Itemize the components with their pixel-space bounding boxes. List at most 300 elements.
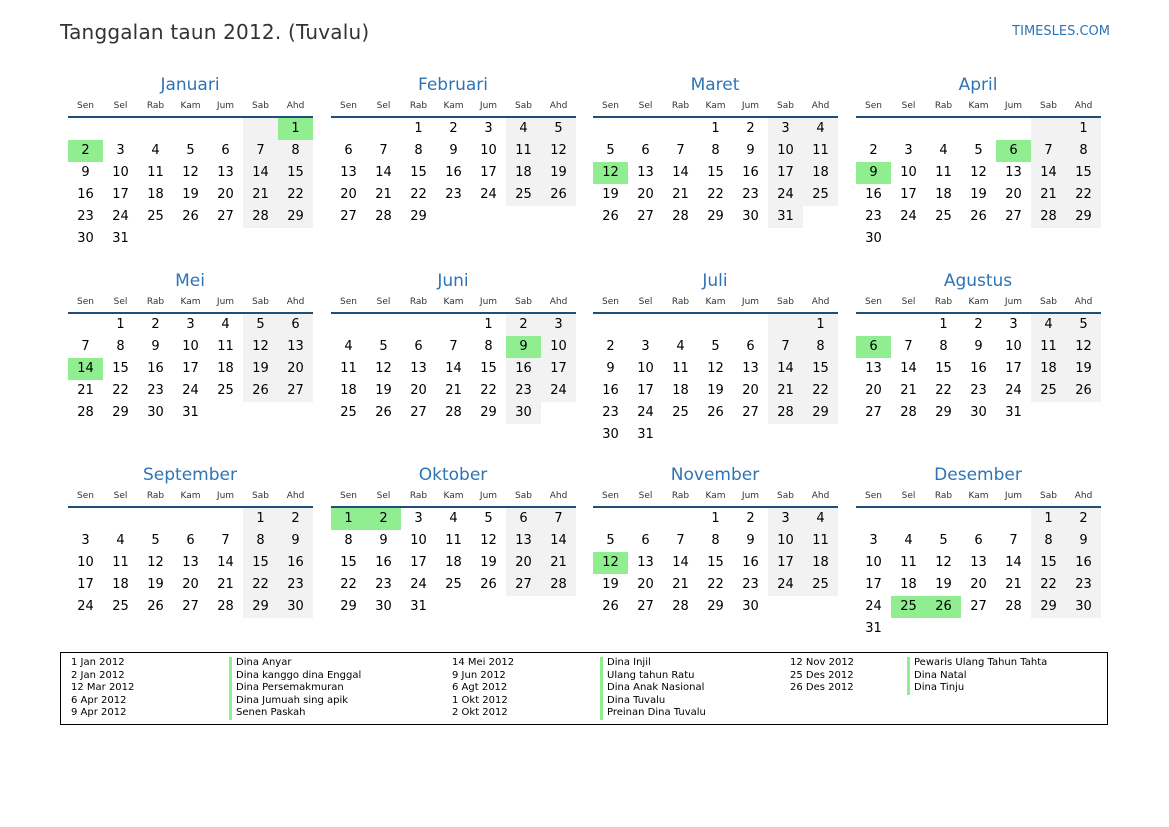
day-cell: 29 [935, 405, 952, 420]
day-cell: 28 [217, 599, 234, 614]
holiday-list [60, 652, 1108, 725]
day-cell: 17 [768, 162, 803, 184]
day-cell: 9 [449, 143, 458, 158]
empty-cell [173, 508, 208, 530]
day-cell: 13 [182, 555, 199, 570]
day-cell: 15 [803, 358, 838, 380]
weekday-label: Kam [968, 297, 989, 307]
day-cell: 28 [1005, 599, 1022, 614]
day-cell: 12 [970, 165, 987, 180]
day-cell: 5 [1066, 314, 1101, 336]
day-grid [68, 314, 313, 424]
day-cell: 16 [742, 555, 759, 570]
day-cell: 20 [1005, 187, 1022, 202]
day-cell: 20 [506, 552, 541, 574]
day-cell: 29 [278, 206, 313, 228]
day-cell: 18 [340, 383, 357, 398]
empty-cell [138, 508, 173, 530]
day-cell: 28 [77, 405, 94, 420]
day-grid [856, 508, 1101, 640]
month-name: Februari [418, 75, 488, 95]
day-cell: 7 [768, 336, 803, 358]
day-cell: 17 [865, 577, 882, 592]
weekday-label: Kam [180, 101, 201, 111]
holiday-names-col-3 [914, 657, 1047, 695]
day-cell: 13 [340, 165, 357, 180]
weekday-label: Kam [443, 297, 464, 307]
weekday-header [593, 488, 838, 504]
empty-cell [926, 118, 961, 140]
day-cell: 27 [340, 209, 357, 224]
holiday-name: Dina Anyar [236, 657, 292, 668]
day-cell: 30 [1066, 596, 1101, 618]
day-cell: 5 [484, 511, 493, 526]
day-cell: 11 [803, 530, 838, 552]
month-11 [593, 464, 838, 618]
holiday-day-cell: 14 [68, 358, 103, 380]
day-cell: 12 [935, 555, 952, 570]
weekday-label: Ahd [1074, 101, 1093, 111]
day-cell: 20 [340, 187, 357, 202]
day-cell: 26 [480, 577, 497, 592]
weekday-label: Jum [479, 101, 498, 111]
day-cell: 2 [869, 143, 878, 158]
day-cell: 3 [904, 143, 913, 158]
day-cell: 20 [182, 577, 199, 592]
empty-cell [856, 314, 891, 336]
day-cell: 1 [711, 511, 720, 526]
weekday-label: Jum [216, 101, 235, 111]
day-cell: 7 [379, 143, 388, 158]
weekday-label: Ahd [549, 101, 568, 111]
month-2 [331, 74, 576, 228]
day-cell: 29 [707, 209, 724, 224]
empty-cell [366, 118, 401, 140]
day-cell: 11 [147, 165, 164, 180]
holiday-day-cell: 12 [593, 552, 628, 574]
day-cell: 16 [602, 383, 619, 398]
day-cell: 15 [340, 555, 357, 570]
month-name: Maret [690, 75, 740, 95]
day-cell: 12 [243, 336, 278, 358]
weekday-label: Kam [705, 297, 726, 307]
weekday-label: Rab [934, 491, 953, 501]
holiday-dates-col-3 [790, 657, 854, 695]
day-cell: 4 [116, 533, 125, 548]
day-cell: 21 [1005, 577, 1022, 592]
weekday-label: Sen [77, 491, 94, 501]
weekday-label: Kam [968, 491, 989, 501]
day-cell: 26 [243, 380, 278, 402]
weekday-label: Jum [1004, 491, 1023, 501]
day-cell: 29 [803, 402, 838, 424]
day-cell: 2 [1066, 508, 1101, 530]
weekday-label: Kam [968, 101, 989, 111]
holiday-date: 1 Okt 2012 [452, 694, 508, 706]
day-cell: 15 [707, 555, 724, 570]
day-cell: 10 [768, 140, 803, 162]
weekday-label: Sab [777, 297, 794, 307]
day-cell: 17 [410, 555, 427, 570]
day-cell: 6 [221, 143, 230, 158]
day-cell: 17 [480, 165, 497, 180]
weekday-label: Sel [376, 297, 391, 307]
day-cell: 1 [1031, 508, 1066, 530]
holiday-marker-bar [907, 657, 910, 695]
holiday-date: 1 Jan 2012 [71, 657, 125, 668]
day-cell: 25 [147, 209, 164, 224]
day-cell: 15 [1031, 552, 1066, 574]
day-cell: 27 [506, 574, 541, 596]
day-cell: 1 [243, 508, 278, 530]
weekday-label: Ahd [549, 297, 568, 307]
day-cell: 19 [707, 383, 724, 398]
day-cell: 26 [602, 599, 619, 614]
day-cell: 6 [414, 339, 423, 354]
day-cell: 12 [541, 140, 576, 162]
day-cell: 29 [1031, 596, 1066, 618]
weekday-label: Sel [901, 101, 916, 111]
day-cell: 13 [637, 555, 654, 570]
day-cell: 28 [768, 402, 803, 424]
day-cell: 20 [217, 187, 234, 202]
weekday-label: Sel [638, 491, 653, 501]
weekday-label: Sab [515, 297, 532, 307]
day-cell: 14 [243, 162, 278, 184]
day-cell: 27 [182, 599, 199, 614]
day-cell: 9 [606, 361, 615, 376]
empty-cell [698, 314, 733, 336]
month-12 [856, 464, 1101, 640]
day-cell: 11 [803, 140, 838, 162]
day-cell: 9 [278, 530, 313, 552]
day-cell: 2 [151, 317, 160, 332]
day-cell: 14 [375, 165, 392, 180]
weekday-label: Rab [146, 297, 165, 307]
day-cell: 27 [1005, 209, 1022, 224]
day-cell: 23 [865, 209, 882, 224]
month-6 [331, 270, 576, 424]
day-cell: 18 [445, 555, 462, 570]
weekday-label: Sen [77, 101, 94, 111]
day-cell: 30 [278, 596, 313, 618]
day-cell: 2 [278, 508, 313, 530]
empty-cell [68, 508, 103, 530]
day-cell: 28 [672, 599, 689, 614]
day-cell: 13 [506, 530, 541, 552]
weekday-label: Sen [602, 101, 619, 111]
day-cell: 13 [742, 361, 759, 376]
weekday-label: Sab [1040, 491, 1057, 501]
day-cell: 9 [379, 533, 388, 548]
day-cell: 25 [1031, 380, 1066, 402]
day-cell: 21 [445, 383, 462, 398]
day-cell: 9 [746, 533, 755, 548]
day-cell: 31 [1005, 405, 1022, 420]
holiday-date: 12 Nov 2012 [790, 657, 855, 668]
holiday-date: 26 Des 2012 [790, 682, 854, 694]
day-cell: 7 [449, 339, 458, 354]
day-cell: 30 [375, 599, 392, 614]
month-name: Juni [437, 271, 469, 291]
day-cell: 25 [445, 577, 462, 592]
day-cell: 24 [410, 577, 427, 592]
day-cell: 10 [480, 143, 497, 158]
day-cell: 14 [768, 358, 803, 380]
weekday-label: Sel [113, 297, 128, 307]
day-cell: 19 [375, 383, 392, 398]
day-cell: 22 [112, 383, 129, 398]
empty-cell [593, 118, 628, 140]
day-cell: 7 [904, 339, 913, 354]
day-cell: 11 [340, 361, 357, 376]
day-cell: 12 [480, 533, 497, 548]
empty-cell [856, 508, 891, 530]
day-grid [593, 314, 838, 446]
day-cell: 16 [506, 358, 541, 380]
day-cell: 20 [865, 383, 882, 398]
site-link[interactable]: TIMESLES.COM [1012, 24, 1110, 39]
day-cell: 17 [900, 187, 917, 202]
day-cell: 22 [935, 383, 952, 398]
holiday-dates-col-2 [452, 657, 514, 720]
day-cell: 22 [278, 184, 313, 206]
day-cell: 4 [221, 317, 230, 332]
day-cell: 2 [974, 317, 983, 332]
day-cell: 4 [803, 508, 838, 530]
day-cell: 19 [1066, 358, 1101, 380]
holiday-day-cell: 1 [278, 118, 313, 140]
empty-cell [103, 508, 138, 530]
day-cell: 18 [803, 162, 838, 184]
month-3 [593, 74, 838, 228]
empty-cell [891, 314, 926, 336]
day-cell: 20 [970, 577, 987, 592]
month-name: Mei [175, 271, 205, 291]
day-cell: 8 [116, 339, 125, 354]
day-cell: 19 [243, 358, 278, 380]
day-cell: 31 [768, 206, 803, 228]
month-9 [68, 464, 313, 618]
day-cell: 18 [217, 361, 234, 376]
day-cell: 24 [1005, 383, 1022, 398]
day-cell: 24 [768, 184, 803, 206]
holiday-name: Preinan Dina Tuvalu [607, 707, 706, 719]
day-cell: 1 [484, 317, 493, 332]
empty-cell [173, 118, 208, 140]
weekday-label: Sab [515, 101, 532, 111]
weekday-label: Sen [602, 297, 619, 307]
weekday-label: Sen [865, 491, 882, 501]
day-grid [331, 508, 576, 618]
weekday-label: Rab [409, 101, 428, 111]
day-cell: 17 [112, 187, 129, 202]
weekday-label: Sab [1040, 101, 1057, 111]
day-cell: 29 [707, 599, 724, 614]
weekday-label: Sel [901, 491, 916, 501]
day-cell: 18 [803, 552, 838, 574]
day-cell: 16 [147, 361, 164, 376]
day-cell: 1 [711, 121, 720, 136]
day-cell: 24 [182, 383, 199, 398]
day-cell: 23 [506, 380, 541, 402]
day-cell: 11 [935, 165, 952, 180]
day-cell: 23 [147, 383, 164, 398]
day-cell: 29 [1066, 206, 1101, 228]
holiday-dates-col-1 [71, 657, 134, 720]
weekday-label: Rab [146, 101, 165, 111]
day-cell: 21 [672, 577, 689, 592]
day-cell: 12 [147, 555, 164, 570]
day-cell: 28 [375, 209, 392, 224]
day-cell: 14 [900, 361, 917, 376]
day-grid [593, 118, 838, 228]
day-cell: 5 [379, 339, 388, 354]
day-cell: 31 [637, 427, 654, 442]
weekday-label: Rab [409, 491, 428, 501]
day-cell: 23 [742, 187, 759, 202]
day-cell: 31 [182, 405, 199, 420]
empty-cell [663, 118, 698, 140]
weekday-label: Ahd [286, 297, 305, 307]
day-cell: 16 [742, 165, 759, 180]
day-cell: 30 [506, 402, 541, 424]
day-cell: 28 [900, 405, 917, 420]
day-cell: 12 [1066, 336, 1101, 358]
day-cell: 25 [803, 574, 838, 596]
day-cell: 14 [1005, 555, 1022, 570]
day-cell: 29 [243, 596, 278, 618]
weekday-header [331, 98, 576, 114]
day-grid [68, 118, 313, 250]
day-cell: 3 [1009, 317, 1018, 332]
day-cell: 10 [900, 165, 917, 180]
day-cell: 6 [344, 143, 353, 158]
weekday-label: Kam [443, 491, 464, 501]
day-cell: 22 [707, 187, 724, 202]
day-cell: 11 [1031, 336, 1066, 358]
day-cell: 17 [637, 383, 654, 398]
day-cell: 12 [707, 361, 724, 376]
day-cell: 23 [1066, 574, 1101, 596]
day-cell: 13 [410, 361, 427, 376]
weekday-label: Sen [340, 491, 357, 501]
day-cell: 25 [935, 209, 952, 224]
day-cell: 13 [217, 165, 234, 180]
weekday-label: Kam [443, 101, 464, 111]
day-cell: 13 [865, 361, 882, 376]
month-name: Oktober [418, 465, 488, 485]
day-cell: 22 [410, 187, 427, 202]
empty-cell [663, 314, 698, 336]
day-grid [331, 118, 576, 228]
holiday-day-cell: 25 [891, 596, 926, 618]
day-cell: 21 [672, 187, 689, 202]
day-cell: 13 [637, 165, 654, 180]
day-cell: 7 [1009, 533, 1018, 548]
day-cell: 10 [182, 339, 199, 354]
day-cell: 7 [541, 508, 576, 530]
day-cell: 26 [707, 405, 724, 420]
day-cell: 30 [742, 599, 759, 614]
day-cell: 23 [742, 577, 759, 592]
day-cell: 21 [541, 552, 576, 574]
weekday-label: Jum [1004, 297, 1023, 307]
day-cell: 25 [506, 184, 541, 206]
day-cell: 5 [606, 143, 615, 158]
day-cell: 17 [541, 358, 576, 380]
empty-cell [891, 508, 926, 530]
day-grid [331, 314, 576, 424]
day-cell: 11 [445, 533, 462, 548]
day-cell: 9 [151, 339, 160, 354]
day-cell: 14 [1031, 162, 1066, 184]
weekday-label: Jum [479, 491, 498, 501]
day-cell: 19 [147, 577, 164, 592]
day-cell: 24 [865, 599, 882, 614]
weekday-label: Sel [638, 297, 653, 307]
month-name: Agustus [943, 271, 1013, 291]
day-cell: 16 [77, 187, 94, 202]
empty-cell [593, 508, 628, 530]
month-name: Desember [934, 465, 1022, 485]
holiday-date: 25 Des 2012 [790, 669, 854, 681]
empty-cell [138, 118, 173, 140]
day-grid [593, 508, 838, 618]
day-cell: 4 [1031, 314, 1066, 336]
day-cell: 28 [445, 405, 462, 420]
day-cell: 31 [865, 621, 882, 636]
day-cell: 28 [541, 574, 576, 596]
day-cell: 5 [243, 314, 278, 336]
holiday-date: 2 Jan 2012 [71, 669, 125, 681]
holiday-day-cell: 9 [506, 336, 541, 358]
day-cell: 22 [1066, 184, 1101, 206]
month-4 [856, 74, 1101, 250]
holiday-name: Dina Injil [607, 657, 651, 668]
day-cell: 2 [606, 339, 615, 354]
day-cell: 17 [77, 577, 94, 592]
holiday-day-cell: 9 [856, 162, 891, 184]
day-cell: 28 [243, 206, 278, 228]
day-cell: 15 [278, 162, 313, 184]
day-cell: 2 [449, 121, 458, 136]
weekday-label: Sel [113, 101, 128, 111]
weekday-label: Ahd [811, 297, 830, 307]
day-cell: 21 [375, 187, 392, 202]
day-cell: 27 [410, 405, 427, 420]
weekday-label: Ahd [286, 101, 305, 111]
weekday-label: Sab [1040, 297, 1057, 307]
holiday-marker-bar [600, 657, 603, 720]
day-cell: 27 [637, 209, 654, 224]
month-1 [68, 74, 313, 250]
empty-cell [891, 118, 926, 140]
day-cell: 11 [217, 339, 234, 354]
day-cell: 11 [112, 555, 129, 570]
day-cell: 23 [77, 209, 94, 224]
day-cell: 4 [939, 143, 948, 158]
day-cell: 16 [970, 361, 987, 376]
day-cell: 16 [1066, 552, 1101, 574]
weekday-label: Sab [777, 491, 794, 501]
empty-cell [243, 118, 278, 140]
weekday-label: Sen [340, 101, 357, 111]
day-cell: 15 [1066, 162, 1101, 184]
day-cell: 20 [278, 358, 313, 380]
day-cell: 10 [410, 533, 427, 548]
day-cell: 27 [970, 599, 987, 614]
